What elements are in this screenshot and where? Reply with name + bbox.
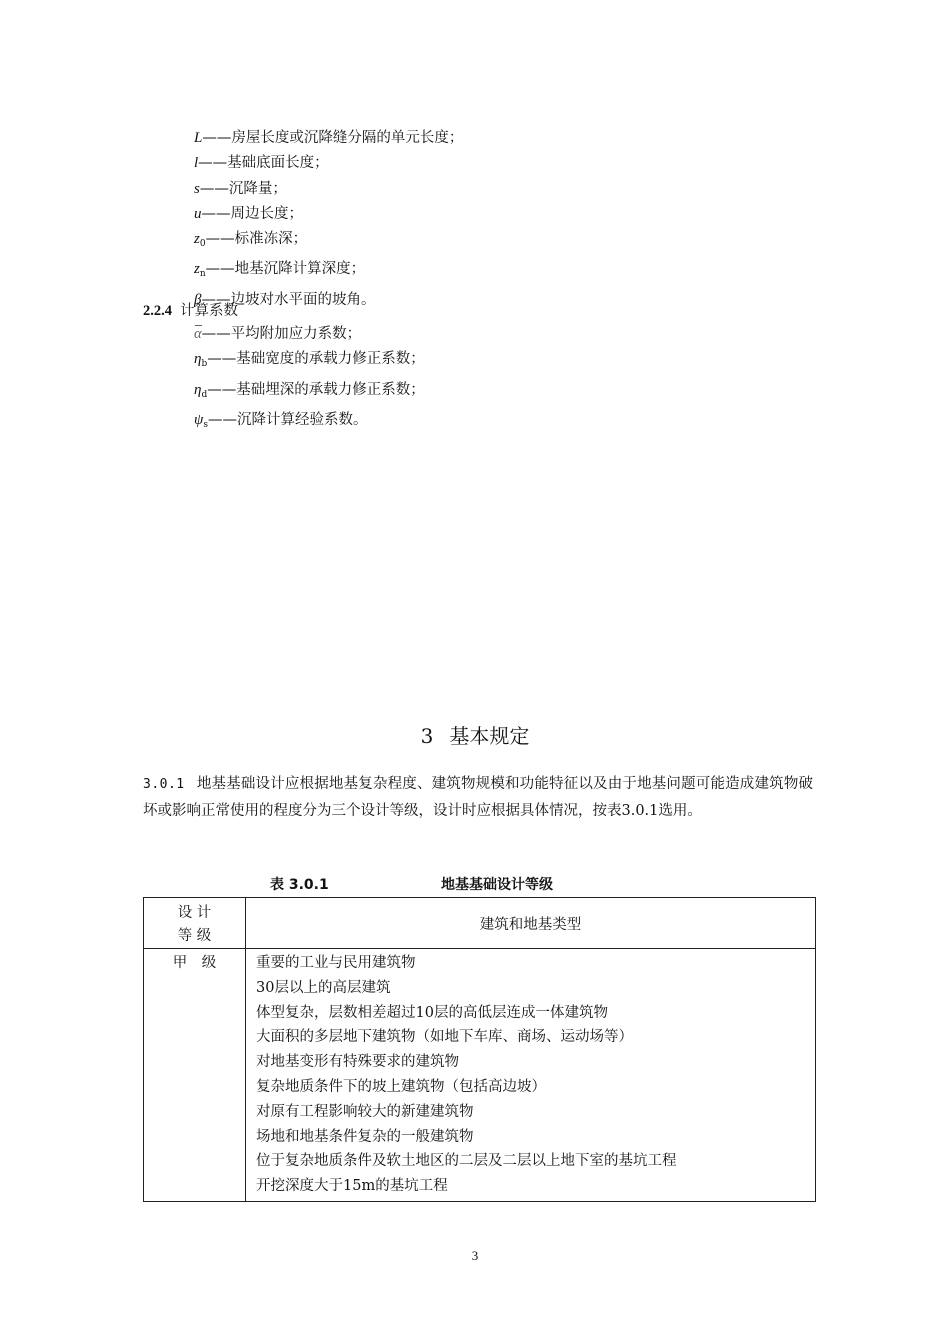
symbol-row	[194, 257, 463, 287]
symbol-subscript: n	[199, 269, 206, 280]
symbol: z	[194, 231, 200, 248]
symbol-desc: ——沉降量；	[199, 180, 287, 197]
items-cell	[246, 949, 816, 1202]
clause-paragraph	[143, 771, 813, 824]
symbol-row	[194, 177, 463, 202]
symbol: L	[194, 130, 203, 146]
table-item: 位于复杂地质条件及软土地区的二层及二层以上地下室的基坑工程	[256, 1153, 677, 1170]
table-title: 地基基础设计等级	[441, 877, 553, 893]
table-label: 表 3.0.1	[270, 877, 329, 893]
symbol-desc: ——房屋长度或沉降缝分隔的单元长度；	[202, 130, 464, 146]
chapter-number: 3	[420, 724, 434, 748]
symbol-row	[194, 126, 463, 151]
symbol-subscript: d	[201, 389, 208, 400]
grade-cell: 甲 级	[144, 949, 246, 1202]
table-item: 复杂地质条件下的坡上建筑物（包括高边坡）	[256, 1078, 546, 1095]
header-grade-line2: 等 级	[177, 928, 212, 944]
symbol: β	[194, 291, 202, 308]
symbol-desc: ——标准冻深；	[205, 231, 308, 248]
table-item: 重要的工业与民用建筑物	[256, 955, 416, 971]
symbol-row	[194, 202, 463, 227]
symbol-desc: ——基础底面长度；	[198, 155, 329, 172]
symbol-desc: ——地基沉降计算深度；	[205, 261, 366, 278]
table-row	[144, 949, 816, 1202]
table-item: 场地和地基条件复杂的一般建筑物	[256, 1128, 474, 1145]
chapter-name: 基本规定	[449, 724, 530, 748]
header-grade	[144, 898, 246, 949]
coefficient-desc: ——基础宽度的承载力修正系数；	[207, 351, 425, 368]
chapter-title	[0, 720, 950, 749]
symbol: u	[194, 205, 202, 222]
coefficient-row	[194, 347, 425, 377]
symbol-subscript: 0	[199, 239, 206, 250]
symbol-subscript: b	[201, 359, 208, 370]
coefficient-row	[194, 378, 425, 408]
section-heading	[143, 299, 238, 324]
table-item: 开挖深度大于15m的基坑工程	[256, 1178, 448, 1195]
symbol: ψ	[194, 411, 204, 428]
table-item: 30层以上的高层建筑	[256, 979, 391, 996]
table-item: 大面积的多层地下建筑物（如地下车库、商场、运动场等）	[256, 1029, 633, 1046]
coefficient-row	[194, 322, 425, 347]
symbol: α	[194, 322, 202, 347]
table-item: 对地基变形有特殊要求的建筑物	[256, 1054, 459, 1071]
header-type: 建筑和地基类型	[246, 898, 816, 949]
clause-number: 3.0.1	[143, 777, 185, 792]
table-item: 对原有工程影响较大的新建建筑物	[256, 1103, 474, 1120]
symbol: l	[194, 155, 199, 172]
table-item: 体型复杂，层数相差超过10层的高低层连成一体建筑物	[256, 1004, 608, 1021]
header-grade-line1: 设 计	[177, 905, 212, 921]
symbol: η	[194, 351, 202, 368]
table-header-row	[144, 898, 816, 949]
design-grade-table	[143, 897, 816, 1202]
page-number: 3	[471, 1248, 479, 1263]
coefficient-list	[194, 322, 425, 438]
coefficient-desc: ——沉降计算经验系数。	[207, 411, 368, 428]
coefficient-desc: ——平均附加应力系数；	[201, 326, 362, 342]
symbol: z	[194, 261, 200, 278]
symbol-list	[194, 126, 463, 313]
symbol-row	[194, 227, 463, 257]
symbol-subscript: s	[203, 419, 208, 430]
section-number: 2.2.4	[143, 303, 172, 319]
section-title: 计算系数	[180, 303, 238, 319]
symbol: s	[194, 180, 200, 197]
symbol-desc: ——周边长度；	[201, 205, 303, 222]
coefficient-row	[194, 408, 425, 438]
coefficient-desc: ——基础埋深的承载力修正系数；	[207, 381, 425, 398]
symbol-desc: ——边坡对水平面的坡角。	[201, 291, 376, 308]
symbol-row	[194, 151, 463, 176]
clause-text: 地基基础设计应根据地基复杂程度、建筑物规模和功能特征以及由于地基问题可能造成建筑物破坏或影响正常使用的程度分为三个设计等级，设计时应根据具体情况，按表3.0.1选用。	[143, 776, 813, 819]
symbol: η	[194, 381, 202, 398]
